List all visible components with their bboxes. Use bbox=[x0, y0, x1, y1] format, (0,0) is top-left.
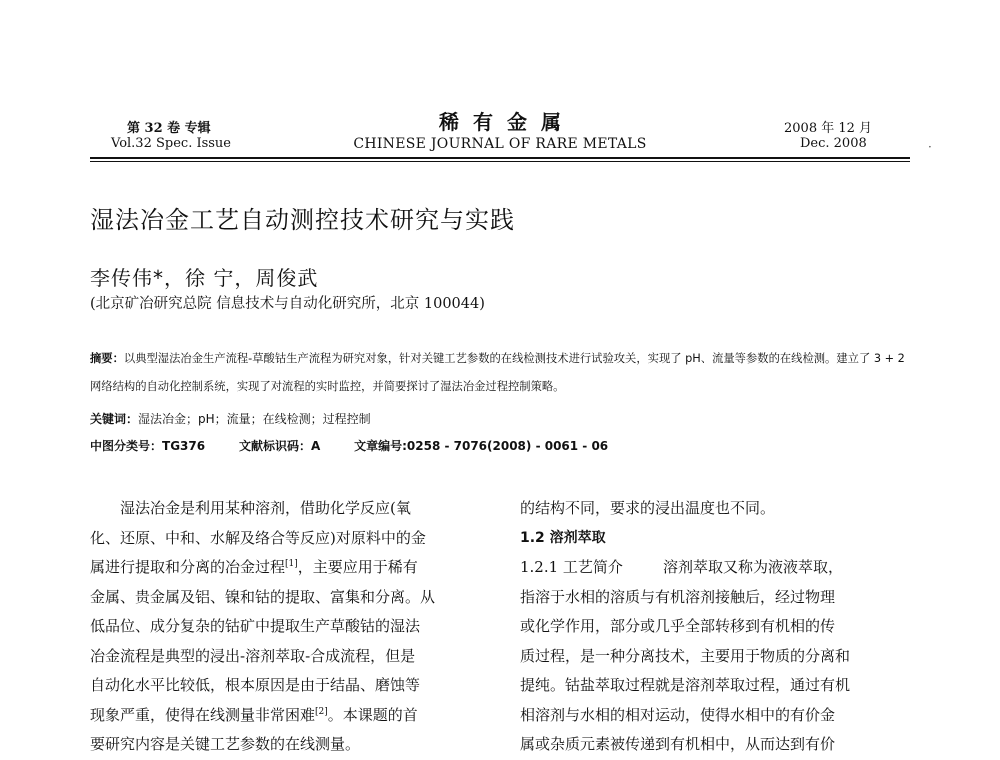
subsection-heading: 1.2.1 工艺简介 bbox=[520, 558, 623, 576]
author-list: 李传伟*，徐 宁，周俊武 bbox=[90, 266, 319, 290]
body-line: 自动化水平比较低，根本原因是由于结晶、磨蚀等 bbox=[90, 676, 421, 694]
abstract-label: 摘要： bbox=[90, 352, 124, 365]
journal-name-en: CHINESE JOURNAL OF RARE METALS bbox=[353, 136, 647, 152]
body-line: 质过程，是一种分离技术，主要用于物质的分离和 bbox=[520, 646, 851, 665]
abstract-text: 以典型湿法冶金生产流程-草酸钴生产流程为研究对象，针对关键工艺参数的在线检测技术进行试验攻关，实现了 pH、流量等参数的在线检测。建立了 3 + 2 网络结构的自动化控制系统，实现了对流程的实时监控，并简要探讨了湿法冶金过程控制策略。 bbox=[90, 352, 905, 393]
body-line: 湿法冶金是利用某种溶剂，借助化学反应(氧 bbox=[120, 499, 411, 517]
article-number: 文章编号:0258 - 7076(2008) - 0061 - 06 bbox=[354, 439, 609, 453]
body-line: 冶金流程是典型的浸出-溶剂萃取-合成流程，但是 bbox=[90, 646, 416, 665]
body-line: 指溶于水相的溶质与有机溶剂接触后，经过物理 bbox=[520, 587, 836, 606]
issue-date: 2008 年 12 月 bbox=[784, 121, 873, 136]
header-rule-thin bbox=[90, 161, 910, 162]
body-right-column bbox=[520, 494, 916, 760]
body-line: 的结构不同，要求的浸出温度也不同。 bbox=[520, 499, 776, 517]
clc-code: 中图分类号：TG376 bbox=[90, 439, 206, 453]
body-line: 要研究内容是关键工艺参数的在线测量。 bbox=[90, 735, 361, 753]
doc-code: 文献标识码：A bbox=[238, 439, 321, 453]
issue-date-en: Dec. 2008 bbox=[800, 136, 867, 151]
header-rule bbox=[90, 157, 910, 159]
body-left-column bbox=[90, 494, 486, 760]
volume-label-en: Vol.32 Spec. Issue bbox=[111, 136, 231, 151]
keywords-label: 关键词： bbox=[90, 412, 139, 426]
abstract bbox=[90, 345, 910, 401]
volume-label: 第 32 卷 专辑 bbox=[127, 121, 211, 136]
body-line: 金属、贵金属及铝、镍和钴的提取、富集和分离。从 bbox=[90, 587, 436, 606]
body-line: 化、还原、中和、水解及络合等反应)对原料中的金 bbox=[90, 528, 426, 547]
body-line: 低品位、成分复杂的钴矿中提取生产草酸钴的湿法 bbox=[90, 617, 421, 635]
body-line: 属进行提取和分离的冶金过程[1]，主要应用于稀有 bbox=[90, 558, 418, 576]
citation-ref[interactable]: [2] bbox=[315, 706, 328, 717]
keywords bbox=[90, 410, 371, 427]
body-line: 或化学作用，部分或几乎全部转移到有机相的传 bbox=[520, 617, 836, 635]
body-line: 属或杂质元素被传递到有机相中，从而达到有价 bbox=[520, 735, 836, 753]
paper-title: 湿法冶金工艺自动测控技术研究与实践 bbox=[90, 206, 515, 234]
body-line: 现象严重，使得在线测量非常困难[2]。本课题的首 bbox=[90, 705, 418, 724]
scan-speck: · bbox=[928, 140, 932, 154]
body-line: 提纯。钴盐萃取过程就是溶剂萃取过程，通过有机 bbox=[520, 676, 851, 694]
keywords-text: 湿法冶金；pH；流量；在线检测；过程控制 bbox=[138, 412, 371, 426]
affiliation: (北京矿冶研究总院 信息技术与自动化研究所，北京 100044) bbox=[90, 296, 485, 312]
journal-name: 稀有金属 bbox=[439, 110, 575, 134]
citation-ref[interactable]: [1] bbox=[285, 559, 298, 569]
classification-line bbox=[90, 437, 638, 454]
body-line: 相溶剂与水相的相对运动，使得水相中的有价金 bbox=[520, 705, 836, 724]
section-heading: 1.2 溶剂萃取 bbox=[520, 529, 606, 546]
body-line: 1.2.1 工艺简介 溶剂萃取又称为液液萃取， bbox=[520, 558, 843, 576]
